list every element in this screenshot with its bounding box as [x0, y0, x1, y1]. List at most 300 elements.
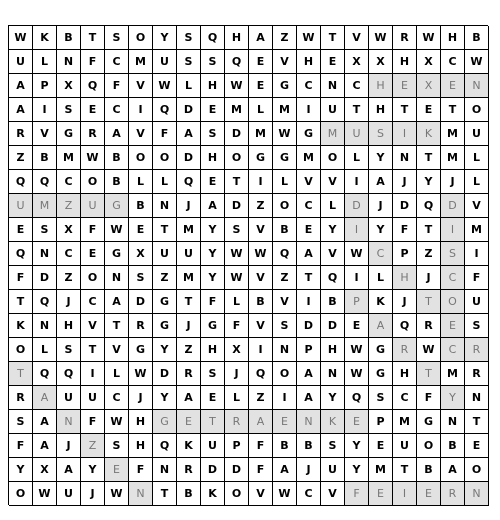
grid-cell[interactable]: N	[153, 194, 177, 218]
grid-cell[interactable]: W	[273, 122, 297, 146]
grid-cell[interactable]: G	[57, 122, 81, 146]
grid-cell[interactable]: E	[249, 50, 273, 74]
grid-cell[interactable]: W	[81, 146, 105, 170]
grid-cell[interactable]: Y	[81, 458, 105, 482]
grid-cell[interactable]: Z	[153, 266, 177, 290]
grid-cell[interactable]: H	[201, 74, 225, 98]
grid-cell[interactable]: U	[81, 194, 105, 218]
grid-cell[interactable]: G	[153, 314, 177, 338]
grid-cell[interactable]: N	[273, 338, 297, 362]
grid-cell[interactable]: W	[225, 242, 249, 266]
grid-cell[interactable]: T	[417, 362, 441, 386]
grid-cell[interactable]: A	[273, 458, 297, 482]
grid-cell[interactable]: G	[417, 410, 441, 434]
grid-cell[interactable]: A	[249, 410, 273, 434]
grid-cell[interactable]: Q	[177, 170, 201, 194]
grid-cell[interactable]: N	[57, 410, 81, 434]
grid-cell[interactable]: A	[177, 386, 201, 410]
grid-cell[interactable]: A	[369, 314, 393, 338]
grid-cell[interactable]: T	[393, 458, 417, 482]
grid-cell[interactable]: Y	[345, 458, 369, 482]
grid-cell[interactable]: S	[129, 266, 153, 290]
grid-cell[interactable]: C	[81, 290, 105, 314]
grid-cell[interactable]: S	[225, 218, 249, 242]
grid-cell[interactable]: I	[33, 98, 57, 122]
grid-cell[interactable]: B	[105, 146, 129, 170]
grid-cell[interactable]: J	[57, 434, 81, 458]
grid-cell[interactable]: N	[129, 482, 153, 506]
grid-cell[interactable]: G	[249, 146, 273, 170]
grid-cell[interactable]: C	[105, 386, 129, 410]
grid-cell[interactable]: B	[273, 218, 297, 242]
grid-cell[interactable]: I	[249, 338, 273, 362]
grid-cell[interactable]: Y	[153, 26, 177, 50]
grid-cell[interactable]: O	[9, 338, 33, 362]
grid-cell[interactable]: V	[81, 314, 105, 338]
grid-cell[interactable]: N	[393, 146, 417, 170]
grid-cell[interactable]: L	[273, 170, 297, 194]
grid-cell[interactable]: H	[129, 434, 153, 458]
grid-cell[interactable]: J	[297, 458, 321, 482]
grid-cell[interactable]: V	[129, 74, 153, 98]
grid-cell[interactable]: E	[297, 218, 321, 242]
grid-cell[interactable]: H	[393, 266, 417, 290]
grid-cell[interactable]: W	[33, 482, 57, 506]
grid-cell[interactable]: Y	[417, 170, 441, 194]
grid-cell[interactable]: L	[177, 74, 201, 98]
grid-cell[interactable]: U	[9, 50, 33, 74]
grid-cell[interactable]: C	[441, 266, 465, 290]
grid-cell[interactable]: G	[273, 74, 297, 98]
grid-cell[interactable]: J	[417, 266, 441, 290]
grid-cell[interactable]: X	[57, 74, 81, 98]
grid-cell[interactable]: M	[225, 98, 249, 122]
grid-cell[interactable]: W	[105, 482, 129, 506]
grid-cell[interactable]: L	[225, 290, 249, 314]
grid-cell[interactable]: C	[57, 242, 81, 266]
grid-cell[interactable]: T	[105, 314, 129, 338]
grid-cell[interactable]: O	[9, 482, 33, 506]
grid-cell[interactable]: T	[465, 410, 489, 434]
grid-cell[interactable]: Y	[201, 266, 225, 290]
grid-cell[interactable]: O	[225, 146, 249, 170]
grid-cell[interactable]: G	[297, 122, 321, 146]
grid-cell[interactable]: L	[465, 146, 489, 170]
grid-cell[interactable]: A	[177, 122, 201, 146]
grid-cell[interactable]: W	[297, 26, 321, 50]
grid-cell[interactable]: T	[321, 26, 345, 50]
grid-cell[interactable]: O	[153, 146, 177, 170]
grid-cell[interactable]: S	[177, 26, 201, 50]
grid-cell[interactable]: E	[465, 434, 489, 458]
grid-cell[interactable]: R	[129, 314, 153, 338]
grid-cell[interactable]: F	[81, 410, 105, 434]
grid-cell[interactable]: D	[297, 314, 321, 338]
grid-cell[interactable]: A	[33, 386, 57, 410]
grid-cell[interactable]: E	[345, 314, 369, 338]
grid-cell[interactable]: K	[33, 26, 57, 50]
grid-cell[interactable]: A	[297, 362, 321, 386]
grid-cell[interactable]: P	[345, 290, 369, 314]
grid-cell[interactable]: W	[345, 242, 369, 266]
grid-cell[interactable]: E	[201, 386, 225, 410]
grid-cell[interactable]: T	[297, 266, 321, 290]
grid-cell[interactable]: I	[393, 482, 417, 506]
grid-cell[interactable]: R	[393, 26, 417, 50]
grid-cell[interactable]: E	[249, 74, 273, 98]
grid-cell[interactable]: X	[417, 74, 441, 98]
grid-cell[interactable]: G	[369, 362, 393, 386]
grid-cell[interactable]: S	[33, 218, 57, 242]
grid-cell[interactable]: A	[33, 434, 57, 458]
grid-cell[interactable]: I	[129, 98, 153, 122]
grid-cell[interactable]: Z	[249, 194, 273, 218]
grid-cell[interactable]: Q	[9, 242, 33, 266]
grid-cell[interactable]: C	[297, 74, 321, 98]
grid-cell[interactable]: B	[321, 290, 345, 314]
grid-cell[interactable]: Y	[441, 386, 465, 410]
grid-cell[interactable]: X	[225, 338, 249, 362]
grid-cell[interactable]: G	[369, 338, 393, 362]
grid-cell[interactable]: U	[177, 242, 201, 266]
grid-cell[interactable]: H	[201, 146, 225, 170]
grid-cell[interactable]: F	[417, 386, 441, 410]
grid-cell[interactable]: B	[249, 290, 273, 314]
grid-cell[interactable]: C	[345, 74, 369, 98]
grid-cell[interactable]: T	[393, 98, 417, 122]
grid-cell[interactable]: S	[9, 410, 33, 434]
grid-cell[interactable]: T	[177, 290, 201, 314]
grid-cell[interactable]: O	[417, 434, 441, 458]
grid-cell[interactable]: H	[369, 98, 393, 122]
grid-cell[interactable]: S	[369, 122, 393, 146]
grid-cell[interactable]: G	[153, 410, 177, 434]
grid-cell[interactable]: Q	[33, 170, 57, 194]
grid-cell[interactable]: V	[321, 242, 345, 266]
grid-cell[interactable]: Y	[153, 386, 177, 410]
grid-cell[interactable]: R	[465, 338, 489, 362]
grid-cell[interactable]: V	[297, 170, 321, 194]
grid-cell[interactable]: Q	[321, 266, 345, 290]
grid-cell[interactable]: A	[105, 122, 129, 146]
grid-cell[interactable]: Q	[417, 194, 441, 218]
grid-cell[interactable]: Z	[417, 242, 441, 266]
grid-cell[interactable]: M	[441, 122, 465, 146]
grid-cell[interactable]: F	[249, 458, 273, 482]
grid-cell[interactable]: D	[201, 458, 225, 482]
grid-cell[interactable]: I	[345, 266, 369, 290]
grid-cell[interactable]: Y	[201, 242, 225, 266]
grid-cell[interactable]: P	[369, 410, 393, 434]
grid-cell[interactable]: Q	[201, 26, 225, 50]
grid-cell[interactable]: N	[321, 362, 345, 386]
grid-cell[interactable]: F	[465, 266, 489, 290]
grid-cell[interactable]: E	[201, 98, 225, 122]
grid-cell[interactable]: E	[369, 434, 393, 458]
grid-cell[interactable]: O	[465, 98, 489, 122]
grid-cell[interactable]: E	[441, 74, 465, 98]
grid-cell[interactable]: B	[417, 458, 441, 482]
grid-cell[interactable]: N	[105, 266, 129, 290]
grid-cell[interactable]: T	[417, 146, 441, 170]
grid-cell[interactable]: P	[393, 242, 417, 266]
grid-cell[interactable]: E	[129, 218, 153, 242]
grid-cell[interactable]: E	[417, 98, 441, 122]
grid-cell[interactable]: U	[81, 386, 105, 410]
grid-cell[interactable]: T	[345, 98, 369, 122]
grid-cell[interactable]: K	[201, 482, 225, 506]
grid-cell[interactable]: O	[129, 26, 153, 50]
grid-cell[interactable]: M	[273, 98, 297, 122]
grid-cell[interactable]: J	[177, 314, 201, 338]
grid-cell[interactable]: Q	[33, 362, 57, 386]
grid-cell[interactable]: U	[201, 434, 225, 458]
grid-cell[interactable]: D	[177, 146, 201, 170]
grid-cell[interactable]: T	[81, 26, 105, 50]
grid-cell[interactable]: A	[9, 98, 33, 122]
grid-cell[interactable]: W	[465, 50, 489, 74]
grid-cell[interactable]: Y	[201, 218, 225, 242]
grid-cell[interactable]: O	[129, 146, 153, 170]
grid-cell[interactable]: D	[33, 266, 57, 290]
grid-cell[interactable]: V	[33, 122, 57, 146]
grid-cell[interactable]: M	[441, 362, 465, 386]
grid-cell[interactable]: U	[321, 458, 345, 482]
grid-cell[interactable]: Q	[345, 386, 369, 410]
grid-cell[interactable]: R	[441, 482, 465, 506]
grid-cell[interactable]: W	[369, 26, 393, 50]
grid-cell[interactable]: B	[297, 434, 321, 458]
grid-cell[interactable]: V	[129, 122, 153, 146]
grid-cell[interactable]: F	[105, 74, 129, 98]
grid-cell[interactable]: V	[465, 194, 489, 218]
grid-cell[interactable]: S	[369, 386, 393, 410]
grid-cell[interactable]: E	[393, 74, 417, 98]
grid-cell[interactable]: Q	[33, 290, 57, 314]
grid-cell[interactable]: V	[105, 338, 129, 362]
grid-cell[interactable]: J	[225, 362, 249, 386]
grid-cell[interactable]: J	[129, 386, 153, 410]
grid-cell[interactable]: G	[153, 290, 177, 314]
grid-cell[interactable]: J	[81, 482, 105, 506]
grid-cell[interactable]: W	[225, 74, 249, 98]
grid-cell[interactable]: Q	[81, 74, 105, 98]
grid-cell[interactable]: Z	[81, 434, 105, 458]
grid-cell[interactable]: W	[105, 218, 129, 242]
grid-cell[interactable]: I	[273, 386, 297, 410]
grid-cell[interactable]: H	[369, 74, 393, 98]
grid-cell[interactable]: I	[345, 170, 369, 194]
grid-cell[interactable]: W	[345, 362, 369, 386]
grid-cell[interactable]: Q	[273, 242, 297, 266]
grid-cell[interactable]: G	[105, 194, 129, 218]
grid-cell[interactable]: A	[297, 242, 321, 266]
grid-cell[interactable]: U	[153, 50, 177, 74]
grid-cell[interactable]: Y	[153, 338, 177, 362]
grid-cell[interactable]: O	[81, 266, 105, 290]
grid-cell[interactable]: Q	[225, 50, 249, 74]
grid-cell[interactable]: V	[249, 314, 273, 338]
grid-cell[interactable]: E	[417, 482, 441, 506]
grid-cell[interactable]: B	[273, 434, 297, 458]
grid-cell[interactable]: L	[369, 266, 393, 290]
grid-cell[interactable]: V	[249, 266, 273, 290]
grid-cell[interactable]: I	[441, 218, 465, 242]
grid-cell[interactable]: C	[105, 98, 129, 122]
grid-cell[interactable]: U	[465, 122, 489, 146]
grid-cell[interactable]: C	[441, 50, 465, 74]
grid-cell[interactable]: S	[105, 434, 129, 458]
grid-cell[interactable]: U	[345, 122, 369, 146]
grid-cell[interactable]: W	[129, 362, 153, 386]
grid-cell[interactable]: G	[273, 146, 297, 170]
grid-cell[interactable]: A	[297, 386, 321, 410]
grid-cell[interactable]: M	[369, 458, 393, 482]
grid-cell[interactable]: I	[393, 122, 417, 146]
grid-cell[interactable]: D	[225, 122, 249, 146]
grid-cell[interactable]: A	[249, 26, 273, 50]
grid-cell[interactable]: I	[465, 242, 489, 266]
grid-cell[interactable]: N	[153, 458, 177, 482]
grid-cell[interactable]: Q	[9, 170, 33, 194]
grid-cell[interactable]: J	[369, 194, 393, 218]
grid-cell[interactable]: F	[9, 266, 33, 290]
grid-cell[interactable]: W	[249, 242, 273, 266]
grid-cell[interactable]: R	[177, 458, 201, 482]
grid-cell[interactable]: K	[177, 434, 201, 458]
grid-cell[interactable]: L	[105, 362, 129, 386]
grid-cell[interactable]: W	[9, 26, 33, 50]
grid-cell[interactable]: Z	[57, 266, 81, 290]
grid-cell[interactable]: B	[129, 194, 153, 218]
grid-cell[interactable]: H	[441, 26, 465, 50]
grid-cell[interactable]: B	[57, 26, 81, 50]
grid-cell[interactable]: G	[201, 314, 225, 338]
grid-cell[interactable]: M	[129, 50, 153, 74]
grid-cell[interactable]: S	[465, 314, 489, 338]
grid-cell[interactable]: M	[177, 218, 201, 242]
grid-cell[interactable]: V	[321, 482, 345, 506]
grid-cell[interactable]: Y	[369, 146, 393, 170]
grid-cell[interactable]: E	[321, 50, 345, 74]
grid-cell[interactable]: E	[441, 314, 465, 338]
grid-cell[interactable]: U	[9, 194, 33, 218]
grid-cell[interactable]: D	[225, 194, 249, 218]
grid-cell[interactable]: A	[369, 170, 393, 194]
grid-cell[interactable]: L	[225, 386, 249, 410]
grid-cell[interactable]: W	[417, 338, 441, 362]
grid-cell[interactable]: D	[177, 98, 201, 122]
grid-cell[interactable]: F	[393, 218, 417, 242]
grid-cell[interactable]: N	[57, 50, 81, 74]
grid-cell[interactable]: L	[249, 98, 273, 122]
grid-cell[interactable]: G	[129, 338, 153, 362]
grid-cell[interactable]: G	[105, 242, 129, 266]
grid-cell[interactable]: W	[273, 482, 297, 506]
grid-cell[interactable]: A	[33, 410, 57, 434]
grid-cell[interactable]: E	[177, 410, 201, 434]
grid-cell[interactable]: M	[33, 194, 57, 218]
grid-cell[interactable]: Q	[393, 314, 417, 338]
grid-cell[interactable]: R	[9, 386, 33, 410]
grid-cell[interactable]: S	[201, 362, 225, 386]
grid-cell[interactable]: T	[9, 362, 33, 386]
grid-cell[interactable]: J	[393, 170, 417, 194]
grid-cell[interactable]: K	[369, 290, 393, 314]
grid-cell[interactable]: O	[273, 194, 297, 218]
grid-cell[interactable]: N	[465, 386, 489, 410]
grid-cell[interactable]: D	[225, 458, 249, 482]
grid-cell[interactable]: R	[177, 362, 201, 386]
grid-cell[interactable]: D	[153, 362, 177, 386]
grid-cell[interactable]: Y	[321, 386, 345, 410]
grid-cell[interactable]: A	[57, 458, 81, 482]
grid-cell[interactable]: S	[105, 26, 129, 50]
grid-cell[interactable]: V	[345, 26, 369, 50]
grid-cell[interactable]: N	[33, 314, 57, 338]
grid-cell[interactable]: W	[105, 410, 129, 434]
grid-cell[interactable]: Z	[177, 338, 201, 362]
grid-cell[interactable]: R	[417, 314, 441, 338]
grid-cell[interactable]: F	[9, 434, 33, 458]
grid-cell[interactable]: L	[33, 338, 57, 362]
grid-cell[interactable]: E	[9, 218, 33, 242]
grid-cell[interactable]: I	[297, 98, 321, 122]
grid-cell[interactable]: F	[81, 218, 105, 242]
grid-cell[interactable]: L	[465, 170, 489, 194]
grid-cell[interactable]: O	[465, 458, 489, 482]
grid-cell[interactable]: H	[129, 410, 153, 434]
grid-cell[interactable]: S	[57, 98, 81, 122]
grid-cell[interactable]: B	[33, 146, 57, 170]
grid-cell[interactable]: B	[105, 170, 129, 194]
grid-cell[interactable]: T	[153, 482, 177, 506]
grid-cell[interactable]: R	[9, 122, 33, 146]
grid-cell[interactable]: N	[321, 74, 345, 98]
grid-cell[interactable]: L	[33, 50, 57, 74]
grid-cell[interactable]: R	[393, 338, 417, 362]
grid-cell[interactable]: U	[153, 242, 177, 266]
grid-cell[interactable]: W	[417, 26, 441, 50]
grid-cell[interactable]: U	[465, 290, 489, 314]
grid-cell[interactable]: R	[81, 122, 105, 146]
grid-cell[interactable]: X	[345, 50, 369, 74]
grid-cell[interactable]: I	[249, 170, 273, 194]
grid-cell[interactable]: U	[57, 482, 81, 506]
grid-cell[interactable]: J	[177, 194, 201, 218]
grid-cell[interactable]: T	[441, 98, 465, 122]
grid-cell[interactable]: W	[153, 74, 177, 98]
grid-cell[interactable]: M	[465, 218, 489, 242]
grid-cell[interactable]: F	[345, 482, 369, 506]
grid-cell[interactable]: M	[321, 122, 345, 146]
grid-cell[interactable]: L	[129, 170, 153, 194]
grid-cell[interactable]: C	[393, 386, 417, 410]
grid-cell[interactable]: E	[273, 410, 297, 434]
grid-cell[interactable]: B	[177, 482, 201, 506]
grid-cell[interactable]: P	[33, 74, 57, 98]
grid-cell[interactable]: Y	[345, 434, 369, 458]
grid-cell[interactable]: O	[273, 362, 297, 386]
grid-cell[interactable]: X	[57, 218, 81, 242]
grid-cell[interactable]: S	[273, 314, 297, 338]
grid-cell[interactable]: T	[225, 170, 249, 194]
grid-cell[interactable]: C	[297, 482, 321, 506]
grid-cell[interactable]: R	[225, 410, 249, 434]
grid-cell[interactable]: W	[225, 266, 249, 290]
grid-cell[interactable]: Y	[321, 218, 345, 242]
grid-cell[interactable]: N	[297, 410, 321, 434]
